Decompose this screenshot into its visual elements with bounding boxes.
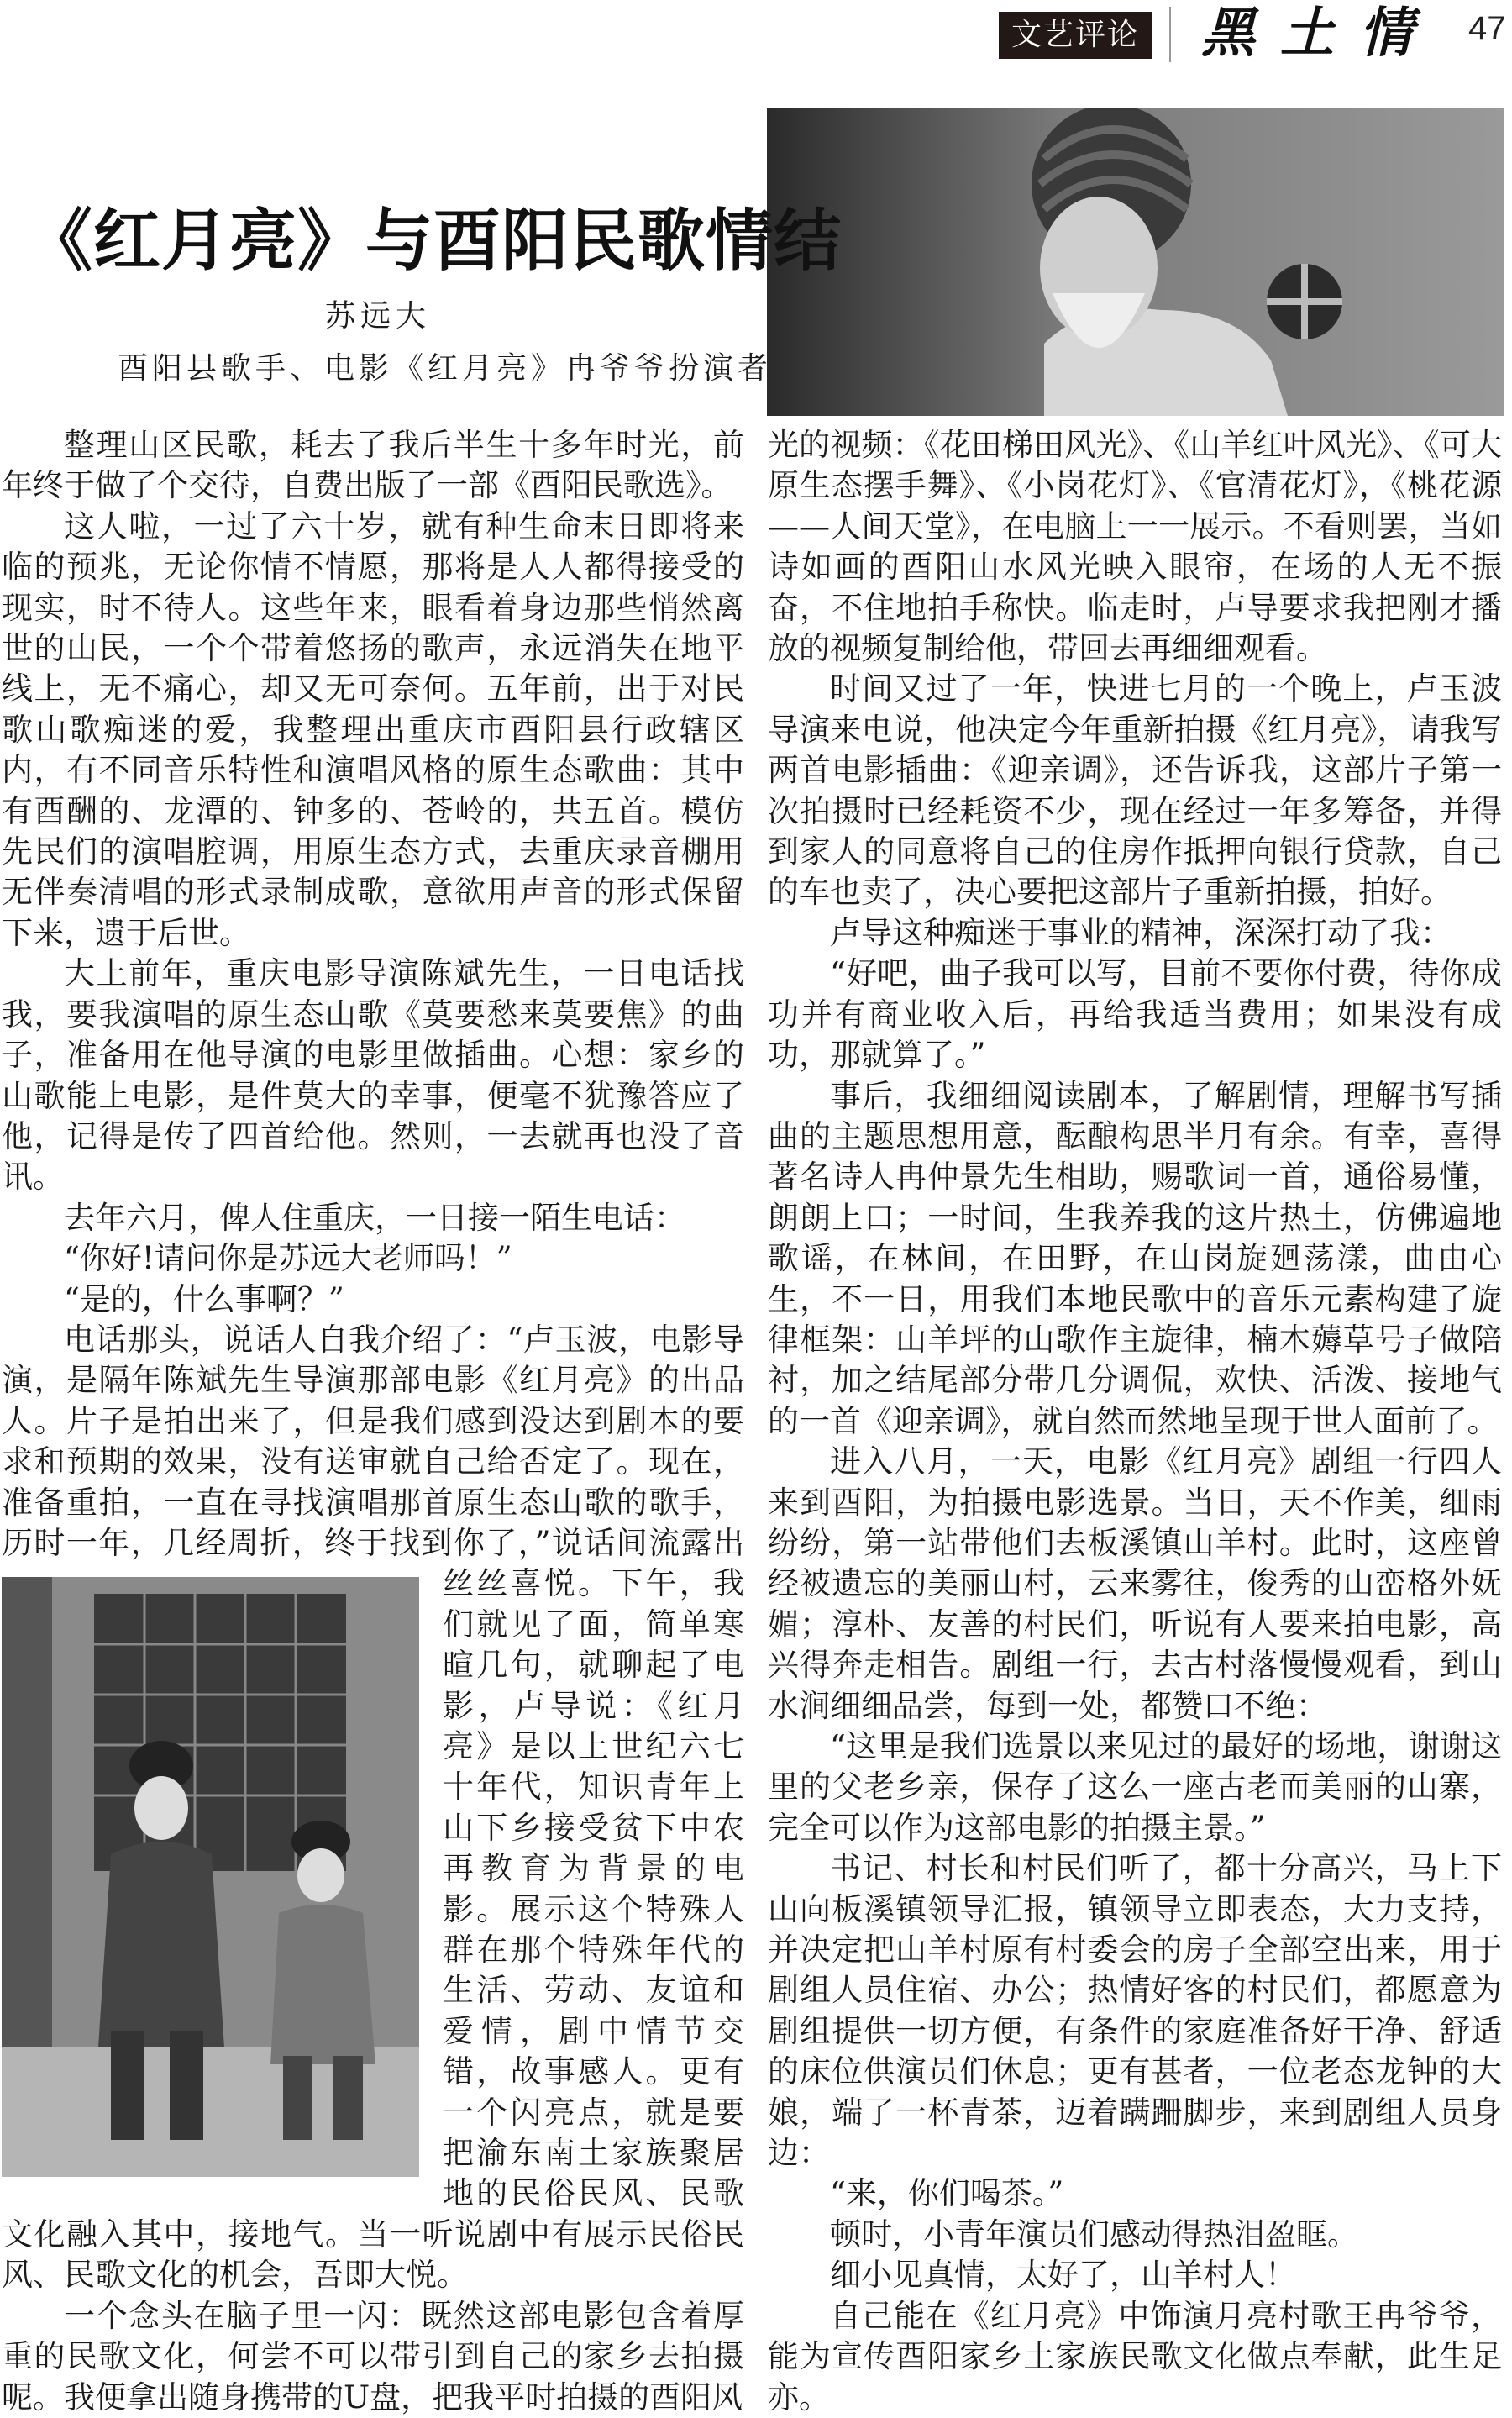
paragraph bbox=[2, 1280, 744, 1320]
actor-portrait-photo bbox=[767, 108, 1504, 416]
paragraph-text: 去年六月，俾人住重庆，一日接一陌生电话： bbox=[64, 1199, 685, 1236]
paragraph-text: 细小见真情，太好了，山羊村人！ bbox=[830, 2257, 1296, 2294]
portrait-illustration bbox=[767, 108, 1504, 416]
paragraph-text: 光的视频：《花田梯田风光》、《山羊红叶风光》、《可大原生态摆手舞》、《小岗花灯》、《官清花灯》，《桃花源——人间天堂》，在电脑上一一展示。不看则罢，当如诗如画的酉阳山水风光映入眼帘，在场的人无不振奋，不住地拍手称快。临走时，卢导要求我把刚才播放的视频复制给他，带回去再细细观看。 bbox=[768, 427, 1502, 667]
villagers-photo bbox=[2, 1577, 419, 2177]
paragraph-continuation: 情，剧中情节交错，故事感人。更有一个闪亮点，就是要把渝东南土家族聚居地的民俗民风、民歌文化融入其中，接地气。当一听说剧中有展示民俗民风、民歌文化的机会，吾即大悦。 bbox=[2, 2012, 744, 2294]
paragraph bbox=[768, 425, 1502, 669]
header-divider bbox=[1169, 7, 1171, 62]
paragraph bbox=[768, 2296, 1502, 2418]
left-column-body bbox=[2, 425, 744, 2418]
section-label: 文艺评论 bbox=[999, 12, 1152, 59]
paragraph bbox=[768, 2255, 1502, 2295]
magazine-logo: 黑土情 bbox=[1201, 2, 1438, 65]
paragraph-text: “这里是我们选景以来见过的最好的场地，谢谢这里的父老乡亲，保存了这么一座古老而美丽的山寨，完全可以作为这部电影的拍摄主景。” bbox=[768, 1728, 1502, 1846]
right-column-body bbox=[768, 425, 1502, 2418]
paragraph bbox=[768, 913, 1502, 954]
paragraph bbox=[768, 2215, 1502, 2255]
paragraph bbox=[768, 2174, 1502, 2214]
paragraph-text: “是的，什么事啊？” bbox=[64, 1280, 344, 1317]
paragraph bbox=[2, 425, 744, 507]
paragraph bbox=[2, 954, 744, 1197]
paragraph-text: 事后，我细细阅读剧本，了解剧情，理解书写插曲的主题思想用意，酝酿构思半月有余。有幸，喜得著名诗人冉仲景先生相助，赐歌词一首，通俗易懂，朗朗上口；一时间，生我养我的这片热土，仿佛遍地歌谣，在林间，在田野，在山岗旋廻荡漾，曲由心生，不一日，用我们本地民歌中的音乐元素构建了旋律框架：山羊坪的山歌作主旋律，楠木薅草号子做陪衬，加之结尾部分带几分调侃，欢快、活泼、接地气的一首《迎亲调》，就自然而然地呈现于世人面前了。 bbox=[768, 1077, 1502, 1439]
paragraph-text: “你好!请问你是苏远大老师吗！” bbox=[64, 1240, 512, 1277]
paragraph-text: 卢导这种痴迷于事业的精神，深深打动了我： bbox=[830, 914, 1452, 951]
paragraph-text: 进入八月，一天，电影《红月亮》剧组一行四人来到酉阳，为拍摄电影选景。当日，天不作美，细雨纷纷，第一站带他们去板溪镇山羊村。此时，这座曾经被遗忘的美丽山村，云来雾往，俊秀的山峦格外妩媚；淳朴、友善的村民们，听说有人要来拍电影，高兴得奔走相告。剧组一行，去古村落慢慢观看，到山水涧细细品尝，每到一处，都赞口不绝： bbox=[768, 1443, 1502, 1724]
paragraph-text: “来，你们喝茶。” bbox=[830, 2175, 1064, 2212]
paragraph bbox=[768, 954, 1502, 1075]
paragraph bbox=[2, 507, 744, 954]
article-title: 《红月亮》与酉阳民歌情结 bbox=[25, 202, 842, 280]
paragraph bbox=[768, 1727, 1502, 1848]
page-number: 47 bbox=[1468, 10, 1506, 47]
paragraph-text: 自己能在《红月亮》中饰演月亮村歌王冉爷爷，能为宣传酉阳家乡土家族民歌文化做点奉献，此生足亦。 bbox=[768, 2297, 1502, 2415]
paragraph bbox=[2, 1238, 744, 1279]
paragraph-text: 电话那头，说话人自我介绍了：“卢玉波，电影导演，是隔年陈斌先生导演那部电影《红月亮》的出品人。片子是拍出来了，但是我们感到没达到剧本的要求和预期的效果，没有送审就自己给否定了。现在，准备重拍，一直在寻找演唱那首原生态山歌的歌手，历时一年，几经周折，终于找到你了，”说话间流露出丝丝喜悦。下午，我们就见了面，简单寒暄几句，就聊起了电影，卢导说：《红月亮》是以上世纪六七十年代，知识青年上山下乡接受贫下中农再教育为背景的电影。展示这个特殊人群在那个特殊年代的生活、劳动、友谊和爱 bbox=[2, 1321, 744, 2049]
article-author: 苏远大 bbox=[324, 299, 431, 334]
paragraph-text: 一个念头在脑子里一闪：既然这部电影包含着厚重的民歌文化，何尝不可以带引到自己的家乡去拍摄呢。我便拿出随身携带的U盘，把我平时拍摄的酉阳风 bbox=[2, 2297, 744, 2415]
paragraph bbox=[768, 1076, 1502, 1443]
paragraph-text: 这人啦，一过了六十岁，就有种生命末日即将来临的预兆，无论你情不情愿，那将是人人都得接受的现实，时不待人。这些年来，眼看着身边那些悄然离世的山民，一个个带着悠扬的歌声，永远消失在地平线上，无不痛心，却又无可奈何。五年前，出于对民歌山歌痴迷的爱，我整理出重庆市酉阳县行政辖区内，有不同音乐特性和演唱风格的原生态歌曲：其中有酉酬的、龙潭的、钟多的、苍岭的，共五首。模仿先民们的演唱腔调，用原生态方式，去重庆录音棚用无伴奏清唱的形式录制成歌，意欲用声音的形式保留下来，遗于后世。 bbox=[2, 507, 744, 951]
paragraph-text: 时间又过了一年，快进七月的一个晚上，卢玉波导演来电说，他决定今年重新拍摄《红月亮》，请我写两首电影插曲：《迎亲调》，还告诉我，这部片子第一次拍摄时已经耗资不少，现在经过一年多筹备，并得到家人的同意将自己的住房作抵押向银行贷款，自己的车也卖了，决心要把这部片子重新拍摄，拍好。 bbox=[768, 670, 1502, 911]
villagers-illustration bbox=[2, 1577, 419, 2177]
paragraph-text: 书记、村长和村民们听了，都十分高兴，马上下山向板溪镇领导汇报，镇领导立即表态，大力支持，并决定把山羊村原有村委会的房子全部空出来，用于剧组人员住宿、办公；热情好客的村民们，都愿意为剧组提供一切方便，有条件的家庭准备好干净、舒适的床位供演员们休息；更有甚者，一位老态龙钟的大娘，端了一杯青茶，迈着蹒跚脚步，来到剧组人员身边： bbox=[768, 1850, 1502, 2172]
paragraph bbox=[2, 1198, 744, 1238]
paragraph-text: “好吧，曲子我可以写，目前不要你付费，待你成功并有商业收入后，再给我适当费用；如果没有成功，那就算了。” bbox=[768, 955, 1502, 1074]
paragraph bbox=[2, 2296, 744, 2418]
paragraph-text: 顿时，小青年演员们感动得热泪盈眶。 bbox=[830, 2216, 1358, 2252]
paragraph bbox=[768, 669, 1502, 912]
paragraph bbox=[768, 1848, 1502, 2174]
author-affiliation: 酉阳县歌手、电影《红月亮》冉爷爷扮演者 bbox=[118, 351, 773, 386]
paragraph bbox=[768, 1442, 1502, 1727]
paragraph-text: 大上前年，重庆电影导演陈斌先生，一日电话找我，要我演唱的原生态山歌《莫要愁来莫要焦》的曲子，准备用在他导演的电影里做插曲。心想：家乡的山歌能上电影，是件莫大的幸事，便毫不犹豫答应了他，记得是传了四首给他。然则，一去就再也没了音讯。 bbox=[2, 955, 744, 1196]
paragraph-text: 整理山区民歌，耗去了我后半生十多年时光，前年终于做了个交待，自费出版了一部《酉阳民歌选》。 bbox=[2, 427, 744, 504]
